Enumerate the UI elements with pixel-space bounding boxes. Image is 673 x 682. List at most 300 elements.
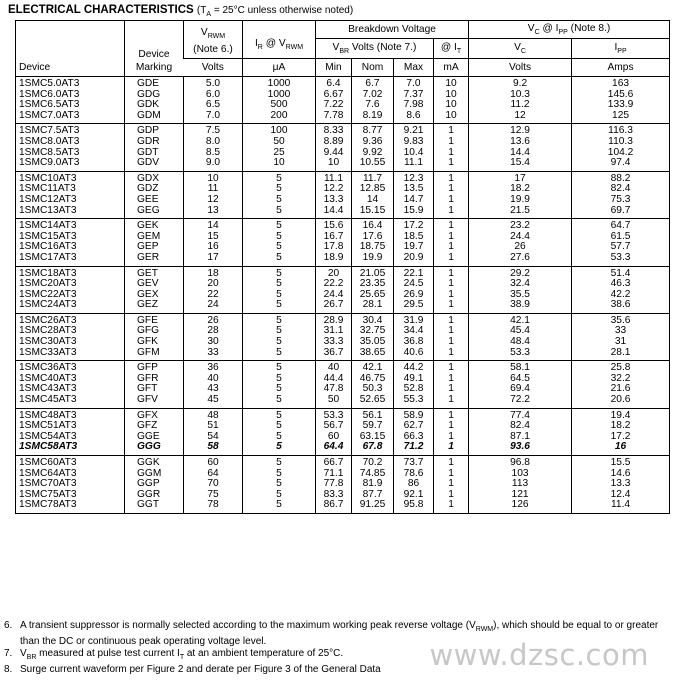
cell-max: 34.4	[394, 326, 434, 337]
cell-nom: 23.35	[352, 279, 394, 290]
cell-vrwm: 13	[184, 206, 243, 219]
cell-it: 1	[434, 326, 469, 337]
cell-nom: 7.6	[352, 100, 394, 111]
cell-min: 33.3	[316, 337, 352, 348]
cell-it: 10	[434, 111, 469, 124]
cell-ipp: 38.6	[572, 300, 670, 313]
cell-min: 22.2	[316, 279, 352, 290]
cell-marking: GDX	[125, 171, 184, 184]
cell-max: 58.9	[394, 408, 434, 421]
cell-ir: 50	[243, 137, 316, 148]
cell-ipp: 11.4	[572, 500, 670, 513]
cell-it: 1	[434, 348, 469, 361]
cell-it: 1	[434, 408, 469, 421]
cell-nom: 6.7	[352, 77, 394, 90]
cell-vc: 93.6	[469, 442, 572, 455]
cell-ipp: 42.2	[572, 290, 670, 301]
cell-ipp: 64.7	[572, 219, 670, 232]
cell-ir: 10	[243, 158, 316, 171]
header-vc-label: $V_C$	[469, 39, 572, 59]
cell-vrwm: 78	[184, 500, 243, 513]
cell-vc: 103	[469, 469, 572, 480]
cell-it: 1	[434, 253, 469, 266]
cell-marking: GEP	[125, 242, 184, 253]
cell-vrwm: 60	[184, 456, 243, 469]
table-row	[16, 395, 670, 408]
cell-device: 1SMC78AT3	[19, 499, 77, 511]
cell-vc: 19.9	[469, 195, 572, 206]
cell-ipp: 32.2	[572, 374, 670, 385]
cell-device: 1SMC33AT3	[19, 346, 77, 358]
cell-nom: 81.9	[352, 479, 394, 490]
cell-it: 1	[434, 232, 469, 243]
cell-max: 36.8	[394, 337, 434, 348]
cell-nom: 18.75	[352, 242, 394, 253]
cell-ipp: 16	[572, 442, 670, 455]
cell-vc: 9.2	[469, 77, 572, 90]
cell-it: 1	[434, 184, 469, 195]
header-marking: Device Marking	[125, 21, 184, 77]
cell-marking: GDP	[125, 124, 184, 137]
cell-min: 60	[316, 432, 352, 443]
cell-it: 1	[434, 124, 469, 137]
cell-marking: GEE	[125, 195, 184, 206]
cell-vrwm: 16	[184, 242, 243, 253]
unit-nom: Nom	[352, 59, 394, 77]
cell-vrwm: 48	[184, 408, 243, 421]
cell-min: 56.7	[316, 421, 352, 432]
cell-vrwm: 12	[184, 195, 243, 206]
cell-max: 14.7	[394, 195, 434, 206]
cell-marking: GGG	[125, 442, 184, 455]
note-8: 8. Surge current waveform per Figure 2 and derate per Figure 3 of the General Data	[4, 664, 381, 675]
cell-vrwm: 14	[184, 219, 243, 232]
cell-nom: 21.05	[352, 266, 394, 279]
cell-vc: 58.1	[469, 361, 572, 374]
cell-vrwm: 28	[184, 326, 243, 337]
cell-device: 1SMC5.0AT3	[16, 77, 125, 90]
cell-vrwm: 64	[184, 469, 243, 480]
cell-vrwm: 6.0	[184, 90, 243, 101]
table-row	[16, 137, 670, 148]
cell-device: 1SMC60AT3	[16, 456, 125, 469]
cell-marking: GEK	[125, 219, 184, 232]
cell-nom: 63.15	[352, 432, 394, 443]
cell-nom: 50.3	[352, 384, 394, 395]
cell-nom: 25.65	[352, 290, 394, 301]
cell-vrwm: 7.0	[184, 111, 243, 124]
cell-vrwm: 7.5	[184, 124, 243, 137]
cell-nom: 8.19	[352, 111, 394, 124]
cell-ir: 5	[243, 326, 316, 337]
cell-device: 1SMC43AT3	[19, 383, 77, 395]
cell-vrwm: 6.5	[184, 100, 243, 111]
cell-it: 10	[434, 77, 469, 90]
cell-max: 78.6	[394, 469, 434, 480]
cell-ir: 5	[243, 313, 316, 326]
cell-device: 1SMC13AT3	[19, 204, 77, 216]
cell-vc: 11.2	[469, 100, 572, 111]
cell-marking: GDK	[125, 100, 184, 111]
table-row	[16, 348, 670, 361]
cell-vrwm: 11	[184, 184, 243, 195]
cell-nom: 9.36	[352, 137, 394, 148]
cell-vrwm: 36	[184, 361, 243, 374]
header-vrwm: $V_{RWM}$ (Note 6.)	[184, 21, 243, 59]
cell-min: 10	[316, 158, 352, 171]
cell-device: 1SMC24AT3	[19, 299, 77, 311]
cell-device: 1SMC20AT3	[19, 278, 77, 290]
cell-vc: 14.4	[469, 148, 572, 159]
cell-it: 1	[434, 266, 469, 279]
header-vc: $V_C$ @ $I_{PP}$ (Note 8.)	[469, 21, 670, 39]
note-7: 7. $V_{BR}$ measured at pulse test current $I_T$ at an ambient temperature of 25°C.	[4, 648, 344, 661]
cell-ipp: 17.2	[572, 432, 670, 443]
cell-ir: 5	[243, 337, 316, 348]
cell-ir: 5	[243, 279, 316, 290]
unit-vrwm: Volts	[184, 59, 243, 77]
cell-max: 52.8	[394, 384, 434, 395]
table-row	[16, 361, 670, 374]
table-row	[16, 77, 670, 90]
title-text: ELECTRICAL CHARACTERISTICS	[8, 4, 194, 16]
cell-vrwm: 33	[184, 348, 243, 361]
cell-vrwm: 45	[184, 395, 243, 408]
cell-it: 1	[434, 442, 469, 455]
cell-marking: GEZ	[125, 300, 184, 313]
cell-marking: GDT	[125, 148, 184, 159]
cell-nom: 19.9	[352, 253, 394, 266]
cell-ipp: 61.5	[572, 232, 670, 243]
cell-device: 1SMC70AT3	[19, 478, 77, 490]
table-row	[16, 456, 670, 469]
cell-max: 20.9	[394, 253, 434, 266]
cell-min: 15.6	[316, 219, 352, 232]
cell-it: 10	[434, 90, 469, 101]
cell-ipp: 18.2	[572, 421, 670, 432]
cell-ir: 5	[243, 300, 316, 313]
header-vbr: $V_{BR}$ Volts (Note 7.)	[316, 39, 434, 59]
cell-marking: GEV	[125, 279, 184, 290]
cell-vc: 96.8	[469, 456, 572, 469]
header-it: @ $I_T$	[434, 39, 469, 59]
cell-device: 1SMC22AT3	[19, 288, 77, 300]
cell-min: 11.1	[316, 171, 352, 184]
cell-max: 24.5	[394, 279, 434, 290]
cell-ipp: 88.2	[572, 171, 670, 184]
cell-it: 1	[434, 395, 469, 408]
cell-nom: 10.55	[352, 158, 394, 171]
cell-device: 1SMC14AT3	[16, 219, 125, 232]
cell-ir: 5	[243, 500, 316, 513]
cell-device: 1SMC9.0AT3	[19, 157, 80, 169]
cell-min: 50	[316, 395, 352, 408]
cell-it: 1	[434, 171, 469, 184]
cell-marking: GFZ	[125, 421, 184, 432]
unit-vc: Volts	[469, 59, 572, 77]
cell-vc: 35.5	[469, 290, 572, 301]
cell-vc: 53.3	[469, 348, 572, 361]
cell-ir: 5	[243, 242, 316, 253]
cell-device: 1SMC8.0AT3	[19, 135, 80, 147]
cell-min: 7.22	[316, 100, 352, 111]
cell-marking: GFV	[125, 395, 184, 408]
cell-min: 16.7	[316, 232, 352, 243]
cell-ipp: 53.3	[572, 253, 670, 266]
cell-it: 1	[434, 206, 469, 219]
cell-vc: 38.9	[469, 300, 572, 313]
cell-vrwm: 40	[184, 374, 243, 385]
cell-vrwm: 24	[184, 300, 243, 313]
cell-min: 8.89	[316, 137, 352, 148]
table-row	[16, 124, 670, 137]
section-title	[8, 4, 353, 18]
cell-vc: 48.4	[469, 337, 572, 348]
cell-nom: 16.4	[352, 219, 394, 232]
cell-vrwm: 18	[184, 266, 243, 279]
cell-vrwm: 54	[184, 432, 243, 443]
cell-it: 1	[434, 374, 469, 385]
cell-it: 1	[434, 500, 469, 513]
cell-device: 1SMC6.5AT3	[19, 99, 80, 111]
cell-vrwm: 17	[184, 253, 243, 266]
cell-nom: 70.2	[352, 456, 394, 469]
cell-vrwm: 58	[184, 442, 243, 455]
cell-it: 1	[434, 195, 469, 206]
table-row	[16, 219, 670, 232]
cell-vrwm: 15	[184, 232, 243, 243]
cell-it: 1	[434, 490, 469, 501]
cell-device: 1SMC7.5AT3	[16, 124, 125, 137]
cell-max: 22.1	[394, 266, 434, 279]
cell-it: 1	[434, 313, 469, 326]
cell-ipp: 31	[572, 337, 670, 348]
cell-it: 1	[434, 337, 469, 348]
cell-ipp: 116.3	[572, 124, 670, 137]
cell-device: 1SMC12AT3	[19, 193, 77, 205]
cell-marking: GDG	[125, 90, 184, 101]
unit-min: Min	[316, 59, 352, 77]
cell-nom: 11.7	[352, 171, 394, 184]
cell-max: 86	[394, 479, 434, 490]
cell-nom: 15.15	[352, 206, 394, 219]
cell-max: 40.6	[394, 348, 434, 361]
cell-marking: GGP	[125, 479, 184, 490]
cell-min: 12.2	[316, 184, 352, 195]
cell-device: 1SMC54AT3	[19, 430, 77, 442]
cell-vc: 17	[469, 171, 572, 184]
cell-min: 20	[316, 266, 352, 279]
cell-vc: 15.4	[469, 158, 572, 171]
cell-device: 1SMC48AT3	[16, 408, 125, 421]
cell-min: 26.7	[316, 300, 352, 313]
cell-marking: GFK	[125, 337, 184, 348]
cell-marking: GFM	[125, 348, 184, 361]
cell-device: 1SMC75AT3	[19, 488, 77, 500]
cell-min: 9.44	[316, 148, 352, 159]
cell-min: 8.33	[316, 124, 352, 137]
cell-max: 7.98	[394, 100, 434, 111]
cell-marking: GER	[125, 253, 184, 266]
cell-device: 1SMC18AT3	[16, 266, 125, 279]
cell-max: 95.8	[394, 500, 434, 513]
cell-min: 86.7	[316, 500, 352, 513]
cell-device: 1SMC30AT3	[19, 336, 77, 348]
cell-nom: 14	[352, 195, 394, 206]
cell-it: 1	[434, 242, 469, 253]
cell-ir: 1000	[243, 77, 316, 90]
title-condition: ($T_A = 25^\circ C$ unless otherwise noted)	[196, 5, 354, 18]
note-6: 6. A transient suppressor is normally selected according to the maximum working peak reverse voltage $(V_{RWM})$, which should be equal to or greater than the DC or continuous peak operating voltage level.	[4, 620, 659, 647]
unit-ipp: Amps	[572, 59, 670, 77]
cell-min: 40	[316, 361, 352, 374]
cell-it: 1	[434, 384, 469, 395]
table-row	[16, 195, 670, 206]
cell-marking: GGT	[125, 500, 184, 513]
cell-marking: GEX	[125, 290, 184, 301]
cell-vc: 12	[469, 111, 572, 124]
cell-max: 9.21	[394, 124, 434, 137]
cell-ir: 5	[243, 456, 316, 469]
cell-device: 1SMC28AT3	[19, 325, 77, 337]
cell-marking: GFE	[125, 313, 184, 326]
cell-device: 1SMC17AT3	[19, 251, 77, 263]
cell-vc: 72.2	[469, 395, 572, 408]
cell-ir: 5	[243, 490, 316, 501]
cell-ipp: 25.8	[572, 361, 670, 374]
cell-ipp: 75.3	[572, 195, 670, 206]
cell-nom: 7.02	[352, 90, 394, 101]
cell-nom: 35.05	[352, 337, 394, 348]
cell-min: 31.1	[316, 326, 352, 337]
cell-min: 71.1	[316, 469, 352, 480]
cell-vc: 126	[469, 500, 572, 513]
cell-ipp: 19.4	[572, 408, 670, 421]
cell-max: 26.9	[394, 290, 434, 301]
cell-vrwm: 20	[184, 279, 243, 290]
cell-vc: 13.6	[469, 137, 572, 148]
cell-max: 17.2	[394, 219, 434, 232]
cell-nom: 67.8	[352, 442, 394, 455]
cell-ipp: 104.2	[572, 148, 670, 159]
cell-ir: 5	[243, 384, 316, 395]
cell-device: 1SMC58AT3	[19, 441, 78, 453]
cell-min: 6.67	[316, 90, 352, 101]
cell-ir: 5	[243, 348, 316, 361]
cell-marking: GEG	[125, 206, 184, 219]
cell-vc: 69.4	[469, 384, 572, 395]
cell-min: 36.7	[316, 348, 352, 361]
cell-ipp: 35.6	[572, 313, 670, 326]
cell-nom: 8.77	[352, 124, 394, 137]
cell-it: 1	[434, 456, 469, 469]
header-device: Device	[19, 62, 51, 73]
cell-min: 7.78	[316, 111, 352, 124]
cell-ipp: 15.5	[572, 456, 670, 469]
cell-max: 8.6	[394, 111, 434, 124]
cell-it: 1	[434, 300, 469, 313]
cell-ir: 5	[243, 195, 316, 206]
cell-max: 71.2	[394, 442, 434, 455]
cell-vrwm: 43	[184, 384, 243, 395]
cell-ipp: 28.1	[572, 348, 670, 361]
cell-vc: 29.2	[469, 266, 572, 279]
cell-marking: GFG	[125, 326, 184, 337]
cell-nom: 17.6	[352, 232, 394, 243]
cell-ir: 5	[243, 421, 316, 432]
cell-marking: GGE	[125, 432, 184, 443]
cell-device: 1SMC7.0AT3	[19, 109, 80, 121]
cell-min: 53.3	[316, 408, 352, 421]
cell-vc: 87.1	[469, 432, 572, 443]
cell-min: 6.4	[316, 77, 352, 90]
cell-max: 7.37	[394, 90, 434, 101]
cell-nom: 52.65	[352, 395, 394, 408]
cell-max: 12.3	[394, 171, 434, 184]
cell-ipp: 82.4	[572, 184, 670, 195]
cell-nom: 32.75	[352, 326, 394, 337]
cell-ipp: 51.4	[572, 266, 670, 279]
cell-nom: 91.25	[352, 500, 394, 513]
cell-ir: 5	[243, 432, 316, 443]
cell-ir: 5	[243, 469, 316, 480]
cell-ipp: 21.6	[572, 384, 670, 395]
cell-vrwm: 10	[184, 171, 243, 184]
table-row	[16, 500, 670, 513]
cell-ir: 25	[243, 148, 316, 159]
cell-min: 64.4	[316, 442, 352, 455]
cell-vc: 64.5	[469, 374, 572, 385]
cell-it: 1	[434, 219, 469, 232]
cell-min: 44.4	[316, 374, 352, 385]
cell-vrwm: 8.5	[184, 148, 243, 159]
cell-nom: 46.75	[352, 374, 394, 385]
cell-nom: 30.4	[352, 313, 394, 326]
table-row	[16, 111, 670, 124]
cell-nom: 42.1	[352, 361, 394, 374]
cell-marking: GGM	[125, 469, 184, 480]
cell-max: 13.5	[394, 184, 434, 195]
cell-max: 15.9	[394, 206, 434, 219]
cell-device: 1SMC51AT3	[19, 420, 77, 432]
cell-marking: GGK	[125, 456, 184, 469]
cell-vrwm: 9.0	[184, 158, 243, 171]
cell-device: 1SMC40AT3	[19, 372, 77, 384]
header-ir: $I_R$ @ $V_{RWM}$	[243, 21, 316, 59]
cell-nom: 28.1	[352, 300, 394, 313]
table-row	[16, 442, 670, 455]
cell-ipp: 33	[572, 326, 670, 337]
cell-ir: 5	[243, 206, 316, 219]
table-row	[16, 158, 670, 171]
cell-min: 83.3	[316, 490, 352, 501]
cell-ir: 5	[243, 171, 316, 184]
cell-vc: 42.1	[469, 313, 572, 326]
cell-ipp: 133.9	[572, 100, 670, 111]
cell-marking: GFT	[125, 384, 184, 395]
cell-ipp: 13.3	[572, 479, 670, 490]
cell-ir: 5	[243, 479, 316, 490]
cell-it: 1	[434, 279, 469, 290]
cell-ir: 5	[243, 374, 316, 385]
cell-ir: 500	[243, 100, 316, 111]
cell-it: 1	[434, 469, 469, 480]
cell-ipp: 163	[572, 77, 670, 90]
cell-vc: 12.9	[469, 124, 572, 137]
cell-max: 10.4	[394, 148, 434, 159]
cell-vc: 77.4	[469, 408, 572, 421]
cell-vc: 45.4	[469, 326, 572, 337]
